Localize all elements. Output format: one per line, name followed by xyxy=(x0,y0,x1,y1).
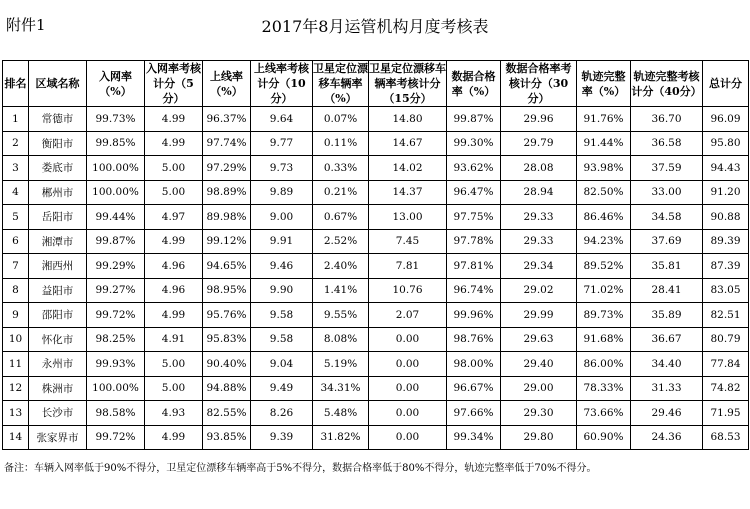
cell-online-score: 9.91 xyxy=(251,229,313,254)
cell-drift-rate: 8.08% xyxy=(313,327,369,352)
cell-track-score: 29.46 xyxy=(631,401,703,426)
cell-network-score: 4.96 xyxy=(145,254,203,279)
cell-drift-score: 14.80 xyxy=(369,107,447,132)
cell-data-rate: 99.96% xyxy=(447,303,501,328)
cell-drift-score: 0.00 xyxy=(369,401,447,426)
cell-data-rate: 97.66% xyxy=(447,401,501,426)
cell-data-rate: 99.30% xyxy=(447,131,501,156)
table-row xyxy=(3,205,749,230)
cell-online-score: 9.49 xyxy=(251,376,313,401)
cell-online-score: 9.39 xyxy=(251,425,313,450)
cell-data-rate: 96.74% xyxy=(447,278,501,303)
cell-data-rate: 99.87% xyxy=(447,107,501,132)
assessment-table xyxy=(2,60,749,450)
cell-online-rate: 94.65% xyxy=(203,254,251,279)
cell-total: 68.53 xyxy=(703,425,749,450)
cell-online-rate: 98.89% xyxy=(203,180,251,205)
cell-rank: 9 xyxy=(3,303,29,328)
cell-online-rate: 93.85% xyxy=(203,425,251,450)
cell-data-rate: 97.75% xyxy=(447,205,501,230)
cell-data-rate: 97.78% xyxy=(447,229,501,254)
cell-rank: 11 xyxy=(3,352,29,377)
cell-drift-rate: 2.40% xyxy=(313,254,369,279)
cell-network-score: 5.00 xyxy=(145,352,203,377)
cell-track-rate: 86.00% xyxy=(577,352,631,377)
cell-data-score: 29.63 xyxy=(501,327,577,352)
cell-drift-score: 0.00 xyxy=(369,327,447,352)
cell-network-score: 4.99 xyxy=(145,107,203,132)
cell-online-rate: 95.83% xyxy=(203,327,251,352)
cell-network-score: 4.91 xyxy=(145,327,203,352)
cell-total: 80.79 xyxy=(703,327,749,352)
cell-drift-score: 0.00 xyxy=(369,425,447,450)
cell-drift-score: 0.00 xyxy=(369,376,447,401)
cell-track-score: 33.00 xyxy=(631,180,703,205)
cell-drift-rate: 0.67% xyxy=(313,205,369,230)
cell-drift-rate: 0.33% xyxy=(313,156,369,181)
cell-data-rate: 97.81% xyxy=(447,254,501,279)
cell-track-rate: 86.46% xyxy=(577,205,631,230)
cell-network-rate: 99.93% xyxy=(87,352,145,377)
cell-drift-rate: 34.31% xyxy=(313,376,369,401)
cell-data-score: 29.99 xyxy=(501,303,577,328)
cell-data-score: 29.33 xyxy=(501,229,577,254)
table-body xyxy=(3,107,749,450)
header-online-rate: 上线率（%） xyxy=(203,61,251,107)
cell-region: 郴州市 xyxy=(29,180,87,205)
cell-drift-score: 0.00 xyxy=(369,352,447,377)
cell-total: 71.95 xyxy=(703,401,749,426)
cell-data-score: 29.33 xyxy=(501,205,577,230)
cell-track-score: 35.89 xyxy=(631,303,703,328)
cell-total: 91.20 xyxy=(703,180,749,205)
cell-region: 衡阳市 xyxy=(29,131,87,156)
cell-online-score: 9.58 xyxy=(251,303,313,328)
cell-online-score: 9.04 xyxy=(251,352,313,377)
cell-total: 96.09 xyxy=(703,107,749,132)
cell-network-rate: 99.73% xyxy=(87,107,145,132)
cell-track-score: 28.41 xyxy=(631,278,703,303)
cell-online-rate: 97.29% xyxy=(203,156,251,181)
cell-drift-score: 14.67 xyxy=(369,131,447,156)
header-drift-rate: 卫星定位漂移车辆率（%） xyxy=(313,62,368,105)
cell-region: 湘西州 xyxy=(29,254,87,279)
cell-data-score: 29.79 xyxy=(501,131,577,156)
table-row xyxy=(3,425,749,450)
table-row xyxy=(3,229,749,254)
cell-track-rate: 91.44% xyxy=(577,131,631,156)
cell-total: 90.88 xyxy=(703,205,749,230)
cell-network-score: 4.97 xyxy=(145,205,203,230)
cell-online-score: 9.73 xyxy=(251,156,313,181)
cell-rank: 4 xyxy=(3,180,29,205)
cell-online-score: 9.58 xyxy=(251,327,313,352)
cell-total: 83.05 xyxy=(703,278,749,303)
cell-data-rate: 98.00% xyxy=(447,352,501,377)
cell-track-rate: 93.98% xyxy=(577,156,631,181)
cell-track-score: 31.33 xyxy=(631,376,703,401)
cell-track-score: 35.81 xyxy=(631,254,703,279)
attachment-label: 附件1 xyxy=(6,16,46,34)
cell-drift-score: 7.81 xyxy=(369,254,447,279)
cell-drift-score: 7.45 xyxy=(369,229,447,254)
cell-rank: 14 xyxy=(3,425,29,450)
cell-drift-score: 10.76 xyxy=(369,278,447,303)
header-network-rate: 入网率（%） xyxy=(87,61,145,107)
cell-total: 87.39 xyxy=(703,254,749,279)
cell-online-rate: 90.40% xyxy=(203,352,251,377)
table-row xyxy=(3,156,749,181)
cell-total: 89.39 xyxy=(703,229,749,254)
cell-network-score: 5.00 xyxy=(145,376,203,401)
cell-drift-score: 14.02 xyxy=(369,156,447,181)
cell-track-score: 37.69 xyxy=(631,229,703,254)
cell-track-rate: 82.50% xyxy=(577,180,631,205)
footnote: 备注：车辆入网率低于90%不得分，卫星定位漂移车辆率高于5%不得分，数据合格率低于80%不得分，轨迹完整率低于70%不得分。 xyxy=(4,463,597,474)
cell-drift-rate: 0.21% xyxy=(313,180,369,205)
cell-track-rate: 89.52% xyxy=(577,254,631,279)
cell-rank: 6 xyxy=(3,229,29,254)
cell-drift-rate: 5.19% xyxy=(313,352,369,377)
cell-network-score: 5.00 xyxy=(145,180,203,205)
cell-network-rate: 99.87% xyxy=(87,229,145,254)
header-total: 总计分 xyxy=(703,61,749,107)
cell-data-rate: 96.67% xyxy=(447,376,501,401)
cell-data-score: 29.02 xyxy=(501,278,577,303)
header-online-score: 上线率考核计分（10分） xyxy=(251,61,313,107)
cell-region: 娄底市 xyxy=(29,156,87,181)
cell-online-score: 9.64 xyxy=(251,107,313,132)
cell-rank: 2 xyxy=(3,131,29,156)
cell-rank: 3 xyxy=(3,156,29,181)
cell-network-score: 4.96 xyxy=(145,278,203,303)
cell-total: 94.43 xyxy=(703,156,749,181)
cell-network-score: 5.00 xyxy=(145,156,203,181)
cell-online-rate: 89.98% xyxy=(203,205,251,230)
cell-online-rate: 98.95% xyxy=(203,278,251,303)
cell-track-score: 36.67 xyxy=(631,327,703,352)
cell-data-rate: 93.62% xyxy=(447,156,501,181)
cell-network-rate: 99.27% xyxy=(87,278,145,303)
cell-network-rate: 99.72% xyxy=(87,303,145,328)
cell-network-rate: 99.29% xyxy=(87,254,145,279)
cell-online-score: 9.89 xyxy=(251,180,313,205)
header-network-score: 入网率考核计分（5分） xyxy=(146,62,201,105)
cell-drift-rate: 0.07% xyxy=(313,107,369,132)
cell-total: 74.82 xyxy=(703,376,749,401)
cell-network-score: 4.93 xyxy=(145,401,203,426)
cell-online-rate: 99.12% xyxy=(203,229,251,254)
cell-track-score: 37.59 xyxy=(631,156,703,181)
cell-rank: 10 xyxy=(3,327,29,352)
cell-track-rate: 78.33% xyxy=(577,376,631,401)
cell-network-rate: 98.25% xyxy=(87,327,145,352)
cell-track-rate: 91.68% xyxy=(577,327,631,352)
table-row xyxy=(3,327,749,352)
cell-data-score: 28.08 xyxy=(501,156,577,181)
cell-drift-rate: 5.48% xyxy=(313,401,369,426)
cell-track-score: 24.36 xyxy=(631,425,703,450)
header-row xyxy=(3,61,749,107)
cell-region: 长沙市 xyxy=(29,401,87,426)
cell-network-rate: 99.44% xyxy=(87,205,145,230)
cell-online-rate: 82.55% xyxy=(203,401,251,426)
header-rank: 排名 xyxy=(3,61,29,107)
cell-data-score: 29.34 xyxy=(501,254,577,279)
table-row xyxy=(3,278,749,303)
cell-rank: 12 xyxy=(3,376,29,401)
cell-network-score: 4.99 xyxy=(145,303,203,328)
cell-data-score: 29.30 xyxy=(501,401,577,426)
table-row xyxy=(3,376,749,401)
cell-online-score: 9.77 xyxy=(251,131,313,156)
table-row xyxy=(3,303,749,328)
table-row xyxy=(3,180,749,205)
cell-drift-rate: 0.11% xyxy=(313,131,369,156)
table-row xyxy=(3,352,749,377)
cell-total: 95.80 xyxy=(703,131,749,156)
cell-online-rate: 95.76% xyxy=(203,303,251,328)
cell-track-rate: 60.90% xyxy=(577,425,631,450)
cell-track-rate: 94.23% xyxy=(577,229,631,254)
cell-data-rate: 96.47% xyxy=(447,180,501,205)
cell-region: 永州市 xyxy=(29,352,87,377)
header-region: 区域名称 xyxy=(29,61,87,107)
cell-network-score: 4.99 xyxy=(145,229,203,254)
cell-online-rate: 97.74% xyxy=(203,131,251,156)
cell-track-score: 36.70 xyxy=(631,107,703,132)
header-drift-score: 卫星定位漂移车辆率考核计分（15分） xyxy=(369,62,446,105)
cell-track-score: 36.58 xyxy=(631,131,703,156)
cell-total: 77.84 xyxy=(703,352,749,377)
cell-data-rate: 98.76% xyxy=(447,327,501,352)
cell-track-rate: 73.66% xyxy=(577,401,631,426)
cell-drift-rate: 31.82% xyxy=(313,425,369,450)
cell-network-rate: 100.00% xyxy=(87,156,145,181)
cell-data-score: 29.80 xyxy=(501,425,577,450)
header-track-score: 轨迹完整考核计分（40分） xyxy=(631,61,703,107)
cell-online-score: 9.46 xyxy=(251,254,313,279)
table-row xyxy=(3,107,749,132)
cell-track-rate: 89.73% xyxy=(577,303,631,328)
cell-data-score: 29.40 xyxy=(501,352,577,377)
header-track-rate: 轨迹完整率（%） xyxy=(577,61,631,107)
cell-drift-rate: 1.41% xyxy=(313,278,369,303)
cell-drift-score: 14.37 xyxy=(369,180,447,205)
cell-network-rate: 98.58% xyxy=(87,401,145,426)
cell-region: 湘潭市 xyxy=(29,229,87,254)
cell-region: 张家界市 xyxy=(29,425,87,450)
cell-rank: 7 xyxy=(3,254,29,279)
cell-data-rate: 99.34% xyxy=(447,425,501,450)
cell-data-score: 29.96 xyxy=(501,107,577,132)
cell-rank: 13 xyxy=(3,401,29,426)
cell-data-score: 28.94 xyxy=(501,180,577,205)
cell-drift-score: 13.00 xyxy=(369,205,447,230)
cell-network-rate: 100.00% xyxy=(87,180,145,205)
cell-track-rate: 71.02% xyxy=(577,278,631,303)
cell-network-rate: 99.85% xyxy=(87,131,145,156)
cell-online-score: 8.26 xyxy=(251,401,313,426)
cell-network-rate: 100.00% xyxy=(87,376,145,401)
header-data-score: 数据合格率考核计分（30分） xyxy=(501,61,577,107)
cell-region: 益阳市 xyxy=(29,278,87,303)
cell-rank: 8 xyxy=(3,278,29,303)
cell-online-rate: 94.88% xyxy=(203,376,251,401)
cell-drift-rate: 9.55% xyxy=(313,303,369,328)
header-data-rate: 数据合格率（%） xyxy=(447,61,501,107)
cell-rank: 1 xyxy=(3,107,29,132)
cell-region: 岳阳市 xyxy=(29,205,87,230)
page-title: 2017年8月运管机构月度考核表 xyxy=(261,17,489,36)
cell-network-score: 4.99 xyxy=(145,131,203,156)
cell-track-rate: 91.76% xyxy=(577,107,631,132)
cell-track-score: 34.40 xyxy=(631,352,703,377)
cell-rank: 5 xyxy=(3,205,29,230)
cell-network-rate: 99.72% xyxy=(87,425,145,450)
cell-online-score: 9.90 xyxy=(251,278,313,303)
cell-region: 常德市 xyxy=(29,107,87,132)
table-row xyxy=(3,131,749,156)
cell-network-score: 4.99 xyxy=(145,425,203,450)
table-row xyxy=(3,401,749,426)
cell-online-rate: 96.37% xyxy=(203,107,251,132)
cell-region: 邵阳市 xyxy=(29,303,87,328)
cell-drift-rate: 2.52% xyxy=(313,229,369,254)
cell-drift-score: 2.07 xyxy=(369,303,447,328)
cell-total: 82.51 xyxy=(703,303,749,328)
cell-online-score: 9.00 xyxy=(251,205,313,230)
table-row xyxy=(3,254,749,279)
cell-track-score: 34.58 xyxy=(631,205,703,230)
cell-region: 怀化市 xyxy=(29,327,87,352)
cell-region: 株洲市 xyxy=(29,376,87,401)
cell-data-score: 29.00 xyxy=(501,376,577,401)
